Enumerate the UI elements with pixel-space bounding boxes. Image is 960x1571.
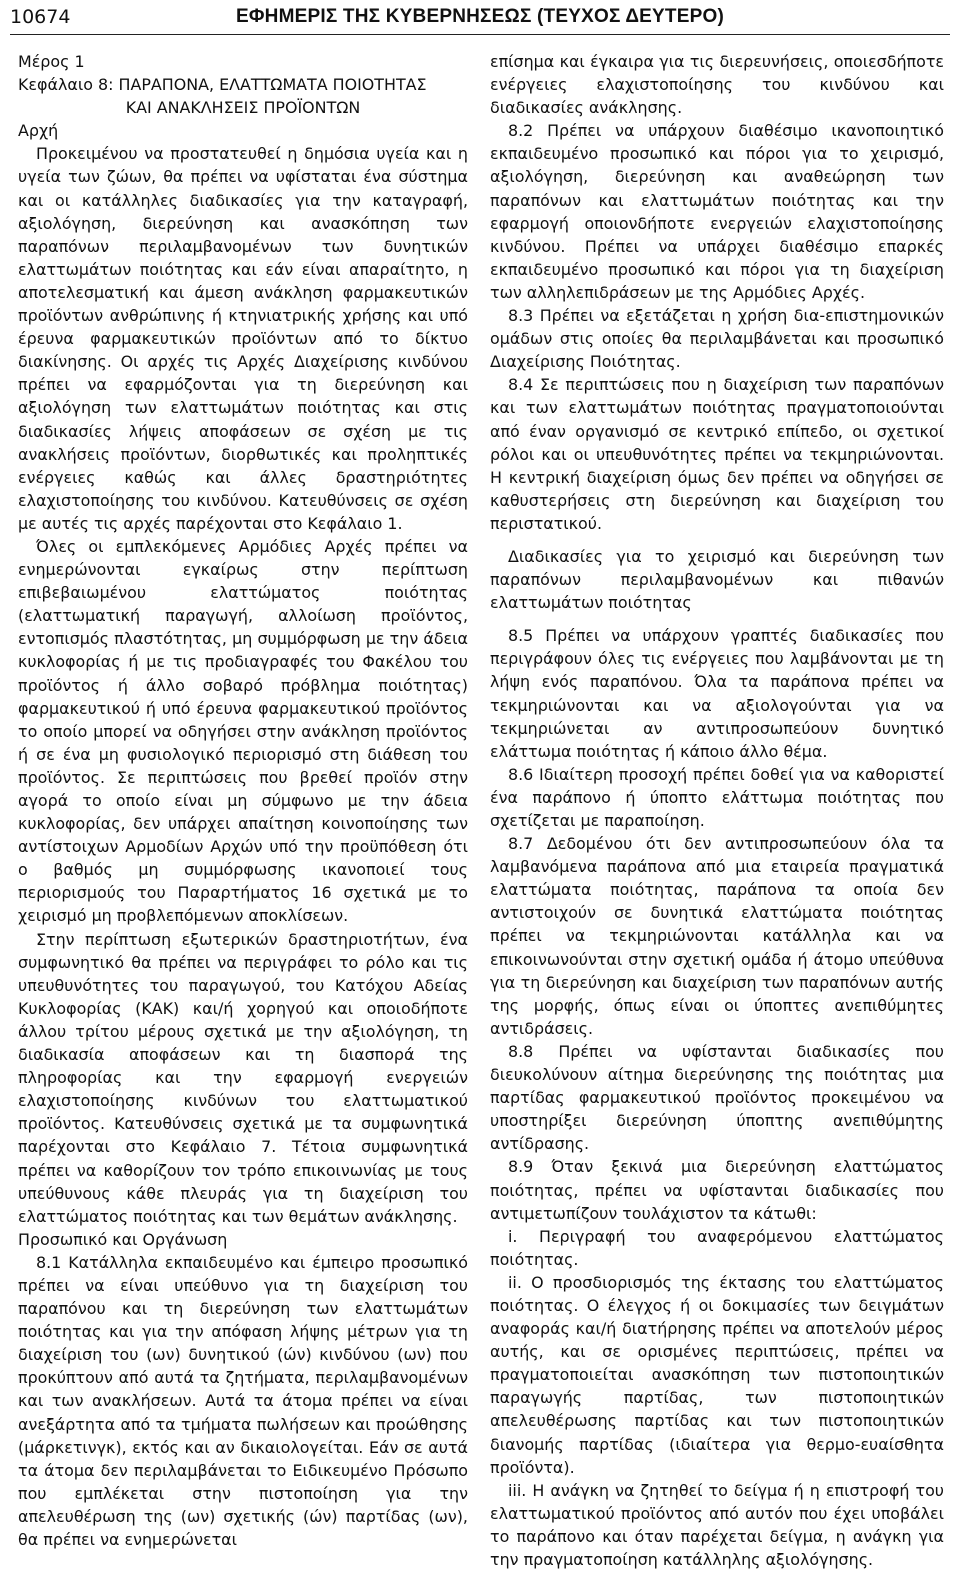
left-column — [18, 50, 468, 1551]
paragraph: 8.8 Πρέπει να υφίστανται διαδικασίες που διευκολύνουν αίτημα διερεύνησης της ποιότητας μια παρτίδας φαρμακευτικού προϊόντος προκειμένου να υποστηρίξει διερεύνηση ύποπτης ανεπιθύμητης αντίδρασης. — [490, 1041, 944, 1154]
paragraph: 8.1 Κατάλληλα εκπαιδευμένο και έμπειρο προσωπικό πρέπει να είναι υπεύθυνο για τη διαχείριση του παραπόνου και τη διερεύνηση των ελαττωμάτων ποιότητας και για την απόφαση λήψης μέτρων για τη διαχείριση του (ων) δυνητικού (ών) κινδύνου (ων) που προκύπτουν από αυτά τα ζητήματα, περιλαμβανομένων και των ανακλήσεων. Αυτά τα άτομα πρέπει να είναι ανεξάρτητα από τα τμήματα πωλήσεων και προώθησης (μάρκετινγκ), εκτός και αν δικαιολογείται. Εάν σε αυτά τα άτομα δεν περιλαμβάνεται το Ειδικευμένο Πρόσωπο που εμπλέκεται στην πιστοποίηση για την απελευθέρωση της (ων) σχετικής (ών) παρτίδας (ων), θα πρέπει να ενημερώνεται — [18, 1252, 468, 1549]
paragraph: 8.9 Όταν ξεκινά μια διερεύνηση ελαττώματος ποιότητας, πρέπει να υφίστανται διαδικασίες που αντιμετωπίζουν τουλάχιστον τα κάτωθι: — [490, 1157, 944, 1223]
chapter-heading-line2: ΚΑΙ ΑΝΑΚΛΗΣΕΙΣ ΠΡΟΪΟΝΤΩΝ — [125, 98, 361, 118]
paragraph: Όλες οι εμπλεκόμενες Αρμόδιες Αρχές πρέπει να ενημερώνονται εγκαίρως στην περίπτωση επιβεβαιωμένου ελαττώματος ποιότητας (ελαττωματική παραγωγή, αλλοίωση προϊόντος, εντοπισμός πλαστότητας, μη συμμόρφωση με την άδεια κυκλοφορίας ή με τις προδιαγραφές του Φακέλου του προϊόντος ή άλλο σοβαρό πρόβλημα ποιότητας) φαρμακευτικού ή υπό έρευνα φαρμακευτικού προϊόντος το οποίο μπορεί να οδηγήσει στην ανάκληση προϊόντος ή σε ένα μη φυσιολογικό περιορισμό στη διάθεση του προϊόντος. Σε περιπτώσεις που βρεθεί προϊόν στην αγορά το οποίο είναι μη σύμφωνο με την άδεια κυκλοφορίας, δεν υπάρχει απαίτηση κοινοποίησης των αντίστοιχων Αρμοδίων Αρχών υπό την προϋπόθεση ότι ο βαθμός μη συμμόρφωσης ικανοποιεί τους περιορισμούς του Παραρτήματος 16 σχετικά με το χειρισμό μη προβλεπόμενων αποκλίσεων. — [18, 536, 468, 926]
chapter-heading-line1: Κεφάλαιο 8: ΠΑΡΑΠΟΝΑ, ΕΛΑΤΤΩΜΑΤΑ ΠΟΙΟΤΗΤΑΣ — [18, 75, 427, 95]
paragraph: Στην περίπτωση εξωτερικών δραστηριοτήτων, ένα συμφωνητικό θα πρέπει να περιγράφει το ρόλο και τις υπευθυνότητες του παραγωγού, του Κατόχου Αδείας Κυκλοφορίας (ΚΑΚ) και/ή χορηγού και οποιοδήποτε άλλου τρίτου μέρους σχετικά με την αξιολόγηση, τη διαδικασία αποφάσεων και τη διασπορά της πληροφορίας και την εφαρμογή ενεργειών ελαχιστοποίησης κινδύνων του ελαττωματικού προϊόντος. Κατευθύνσεις σχετικά με τα συμφωνητικά παρέχονται στο Κεφάλαιο 7. Τέτοια συμφωνητικά πρέπει να καθορίζουν τον τρόπο επικοινωνίας με τους υπεύθυνους κάθε πλευράς για τη διαχείριση του ελαττώματος ποιότητας και των θεμάτων ανάκλησης. — [18, 929, 468, 1226]
paragraph: Προκειμένου να προστατευθεί η δημόσια υγεία και η υγεία των ζώων, θα πρέπει να υφίσταται ένα σύστημα και οι κατάλληλες διαδικασίες για την καταγραφή, αξιολόγηση, διερεύνηση και ανασκόπηση των παραπόνων περιλαμβανομένων των δυνητικών ελαττωμάτων ποιότητας και εάν είναι απαραίτητο, η αποτελεσματική και άμεση ανάκληση φαρμακευτικών προϊόντων ανθρώπινης ή κτηνιατρικής χρήσης και υπό έρευνα φαρμακευτικών προϊόντων από το δίκτυο διακίνησης. Οι αρχές τις Αρχές Διαχείρισης κινδύνου πρέπει να εφαρμόζονται για τη διερεύνηση και αξιολόγηση των ελαττωμάτων ποιότητας και στις διαδικασίες λήψεις αποφάσεων σε σχέση με τις ανακλήσεις προϊόντων, διορθωτικές και προληπτικές ενέργειες καθώς και άλλες δραστηριότητες ελαχιστοποίησης του κινδύνου. Κατευθύνσεις σε σχέση με αυτές τις αρχές παρέχονται στο Κεφάλαιο 1. — [18, 144, 468, 533]
paragraph: επίσημα και έγκαιρα για τις διερευνήσεις, οποιεσδήποτε ενέργειες ελαχιστοποίησης του κινδύνου και διαδικασίες ανάκλησης. — [490, 52, 944, 118]
gazette-title: ΕΦΗΜΕΡΙΣ ΤΗΣ ΚΥΒΕΡΝΗΣΕΩΣ (ΤΕΥΧΟΣ ΔΕΥΤΕΡΟ) — [236, 6, 724, 27]
paragraph: 8.6 Ιδιαίτερη προσοχή πρέπει δοθεί για να καθοριστεί ένα παράπονο ή ύποπτο ελάττωμα ποιότητας που σχετίζεται με παραποίηση. — [490, 764, 944, 830]
part-heading: Μέρος 1 — [18, 52, 85, 71]
paragraph: 8.7 Δεδομένου ότι δεν αντιπροσωπεύουν όλα τα λαμβανόμενα παράπονα από μια εταιρεία πραγματικά ελαττώματα ποιότητας, παράπονα τα οποία δεν αντιστοιχούν σε δυνητικά ελαττώματα ποιότητας πρέπει να τεκμηριώνονται κατάλληλα και να επικοινωνούνται στην σχετική ομάδα ή άτομο υπεύθυνα για τη διερεύνηση και διαχείριση των παραπόνων αυτής της μορφής, όπως είναι οι ύποπτες ανεπιθύμητες αντιδράσεις. — [490, 834, 944, 1038]
paragraph: 8.5 Πρέπει να υπάρχουν γραπτές διαδικασίες που περιγράφουν όλες τις ενέργειες που λαμβάνονται με τη λήψη ενός παραπόνου. Όλα τα παράπονα πρέπει να τεκμηριώνονται και να αξιολογούνται για να τεκμηριώνεται αν αντιπροσωπεύουν δυνητικό ελάττωμα ποιότητας ή κάποιο άλλο θέμα. — [490, 626, 944, 761]
paragraph: 8.4 Σε περιπτώσεις που η διαχείριση των παραπόνων και των ελαττωμάτων ποιότητας πραγματοποιούνται από έναν οργανισμό σε κεντρικό επίπεδο, οι σχετικοί ρόλοι και οι υπευθυνότητες πρέπει να τεκμηριώνονται. Η κεντρική διαχείριση όμως δεν πρέπει να οδηγήσει σε καθυστερήσεις στη διερεύνηση και διαχείριση του περιστατικού. — [490, 375, 944, 533]
list-item: i. Περιγραφή του αναφερόμενου ελαττώματος ποιότητας. — [490, 1226, 944, 1269]
list-item: iii. Η ανάγκη να ζητηθεί το δείγμα ή η επιστροφή του ελαττωματικού προϊόντος από αυτόν που έχει υποβάλει το παράπονο και όταν παρέχεται δείγμα, η ανάγκη για την πραγματοποίηση κατάλληλης αξιολόγησης. — [490, 1480, 944, 1569]
personnel-heading: Προσωπικό και Οργάνωση — [18, 1229, 228, 1249]
paragraph: 8.2 Πρέπει να υπάρχουν διαθέσιμο ικανοποιητικό εκπαιδευμένο προσωπικό και πόροι για το χειρισμό, αξιολόγηση, διερεύνηση και αναθεώρηση των παραπόνων και ελαττωμάτων ποιότητας και την εφαρμογή οποιονδήποτε ενεργειών ελαχιστοποίησης κινδύνου. Πρέπει να υπάρχει διαθέσιμο επαρκές εκπαιδευμένο προσωπικό και πόροι για τη διαχείριση των αλληλεπιδράσεων με της Αρμόδιες Αρχές. — [490, 121, 944, 302]
right-column — [490, 50, 944, 1571]
paragraph: 8.3 Πρέπει να εξετάζεται η χρήση δια-επιστημονικών ομάδων στις οποίες θα περιλαμβάνεται και προσωπικό Διαχείρισης Ποιότητας. — [490, 306, 944, 372]
page-number: 10674 — [10, 6, 71, 28]
section-heading: Διαδικασίες για το χειρισμό και διερεύνηση των παραπόνων περιλαμβανομένων και πιθανών ελαττωμάτων ποιότητας — [490, 546, 944, 613]
principle-heading: Αρχή — [18, 121, 59, 141]
page-header — [10, 0, 950, 35]
list-item: ii. Ο προσδιορισμός της έκτασης του ελαττώματος ποιότητας. Ο έλεγχος ή οι δοκιμασίες των δειγμάτων αναφοράς και/ή διατήρησης πρέπει να αποτελούν μέρος αυτής, και σε ορισμένες περιπτώσεις, πρέπει να πραγματοποιείται ανασκόπηση των πιστοποιητικών παραγωγής παρτίδας, των πιστοποιητικών απελευθέρωσης παρτίδας και των πιστοποιητικών διανομής παρτίδας (ιδιαίτερα για θερμο-ευαίσθητα προϊόντα). — [490, 1272, 944, 1477]
